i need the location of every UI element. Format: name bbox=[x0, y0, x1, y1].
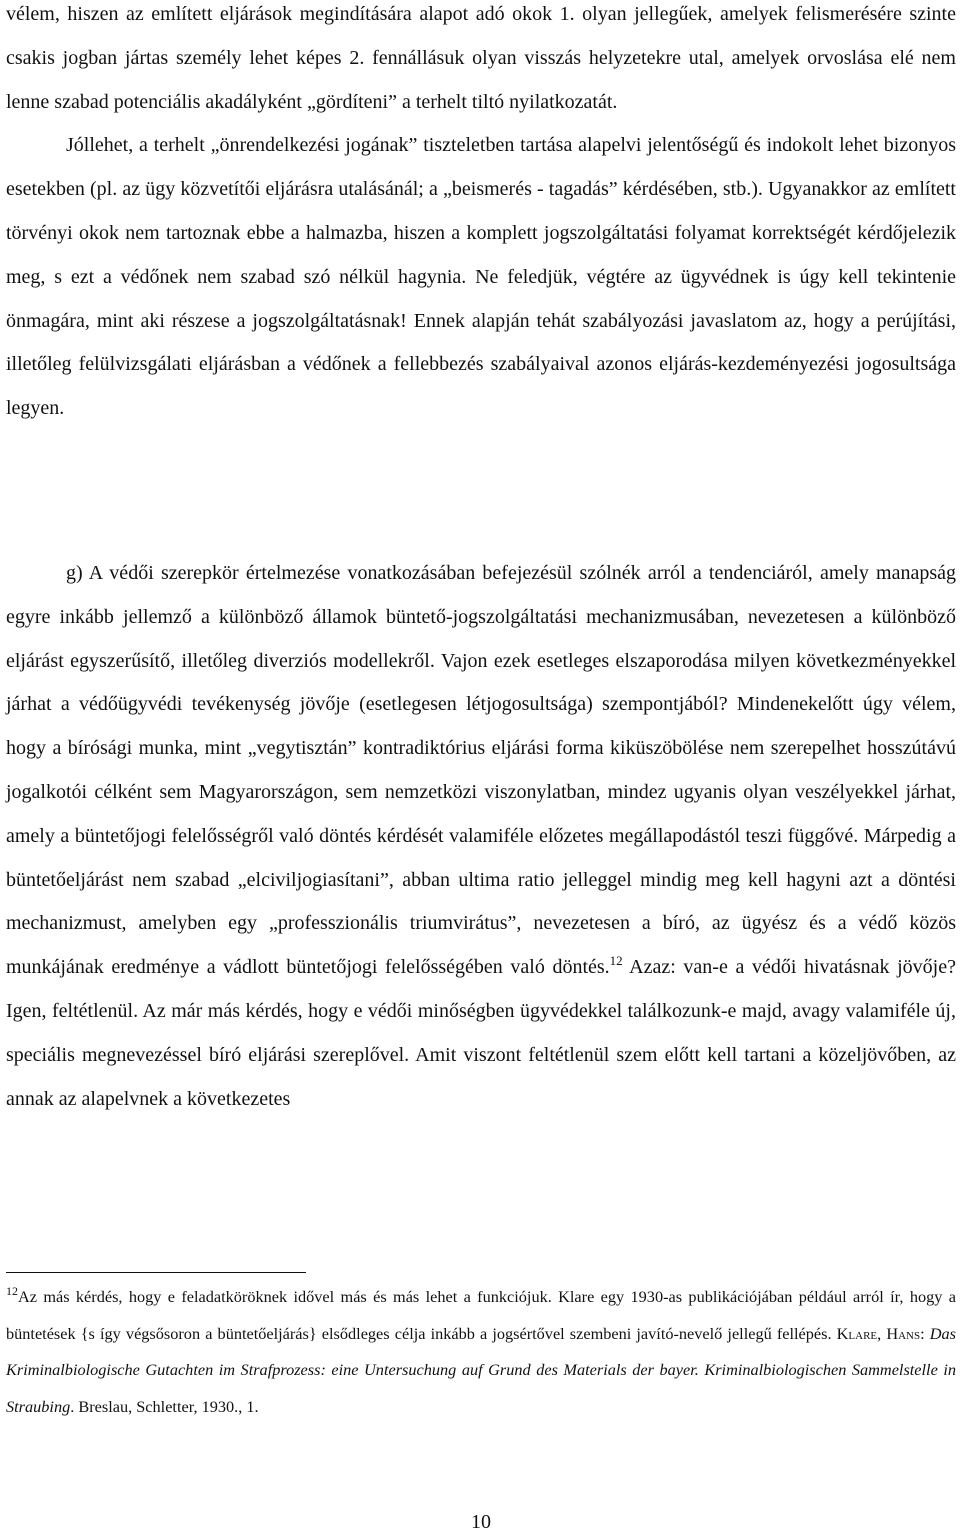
document-page bbox=[6, 0, 956, 1537]
footnote-book-title: Das Kriminalbiologische Gutachten im Strafprozess: eine Untersuchung auf Grund des Materials der bayer. Kriminalbiologischen Sammelstelle in Straubing bbox=[6, 1323, 956, 1416]
footnote-12 bbox=[6, 1279, 956, 1425]
footnote-text: Az más kérdés, hogy e feladatköröknek idővel más és más lehet a funkciójuk. Klare egy 1930-as publikációjában például arról ír, hogy a büntetések {s így végsősoron a büntetőeljárás} elsődleges célja inkább a jogsértővel szembeni javító-nevelő jellegű fellépés. bbox=[6, 1287, 956, 1343]
footnote-author: Klare, Hans bbox=[836, 1323, 921, 1343]
footnote-reference-12[interactable]: 12 bbox=[609, 953, 623, 969]
paragraph-block-1 bbox=[6, 0, 956, 431]
paragraph-g-text-after: Azaz: van-e a védői hivatásnak jövője? Igen, feltétlenül. Az már más kérdés, hogy e védői minőségben ügyvédekkel találkozunk-e majd, avagy valamiféle új, speciális megnevezéssel bíró eljárási szereplővel. Amit viszont feltétlenül szem előtt kell tartani a közeljövőben, az annak az alapelvnek a következetes bbox=[6, 956, 956, 1110]
footnote-publication: . Breslau, Schletter, 1930., 1. bbox=[70, 1396, 259, 1416]
paragraph-block-2 bbox=[6, 552, 956, 1121]
paragraph-g-text-before: g) A védői szerepkör értelmezése vonatkozásában befejezésül szólnék arról a tendenciáról, amely manapság egyre inkább jellemző a különböző államok büntető-jogszolgáltatási mechanizmusában, nevezetesen a különböző eljárást egyszerűsítő, illetőleg diverziós modellekről. Vajon ezek esetleges elszaporodása milyen következményekkel járhat a védőügyvédi tevékenység jövője (esetlegesen létjogosultsága) szempontjából? Mindenekelőtt úgy vélem, hogy a bírósági munka, mint „vegytisztán” kontradiktórius eljárási forma kiküszöbölése nem szerepelhet hosszútávú jogalkotói célként sem Magyarországon, sem nemzetközi viszonylatban, mindez ugyanis olyan veszélyekkel járhat, amely a büntetőjogi felelősségről való döntés kérdését valamiféle előzetes megállapodástól teszi függővé. Márpedig a büntetőeljárást nem szabad „elciviljogiasítani”, abban ultima ratio jelleggel mindig meg kell hagyni azt a döntési mechanizmust, amelyben egy „professzionális triumvirátus”, nevezetesen a bíró, az ügyész és a védő közös munkájának eredménye a vádlott büntetőjogi felelősségében való döntés. bbox=[6, 562, 956, 979]
paragraph-continued: vélem, hiszen az említett eljárások megindítására alapot adó okok 1. olyan jellegűek, amelyek felismerésére szinte csakis jogban jártas személy lehet képes 2. fennállásuk olyan visszás helyzetekre utal, amelyek orvoslása elé nem lenne szabad potenciális akadályként „gördíteni” a terhelt tiltó nyilatkozatát. bbox=[6, 3, 956, 113]
footnote-separator bbox=[6, 1272, 306, 1273]
page-number: 10 bbox=[471, 1511, 491, 1533]
paragraph-jollehet: Jóllehet, a terhelt „önrendelkezési jogának” tiszteletben tartása alapelvi jelentőségű és indokolt lehet bizonyos esetekben (pl. az ügy közvetítői eljárásra utalásánál; a „beismerés - tagadás” kérdésében, stb.). Ugyanakkor az említett törvényi okok nem tartoznak ebbe a halmazba, hiszen a komplett jogszolgáltatási folyamat korrektségét kérdőjelezik meg, s ezt a védőnek nem szabad szó nélkül hagynia. Ne feledjük, végtére az ügyvédnek is úgy kell tekintenie önmagára, mint aki részese a jogszolgáltatásnak! Ennek alapján tehát szabályozási javaslatom az, hogy a perújítási, illetőleg felülvizsgálati eljárásban a védőnek a fellebbezés szabályaival azonos eljárás-kezdeményezési jogosultsága legyen. bbox=[6, 134, 956, 420]
footnote-number: 12 bbox=[6, 1284, 18, 1298]
footnote-colon: : bbox=[920, 1323, 930, 1343]
paragraph-g bbox=[6, 552, 956, 1121]
